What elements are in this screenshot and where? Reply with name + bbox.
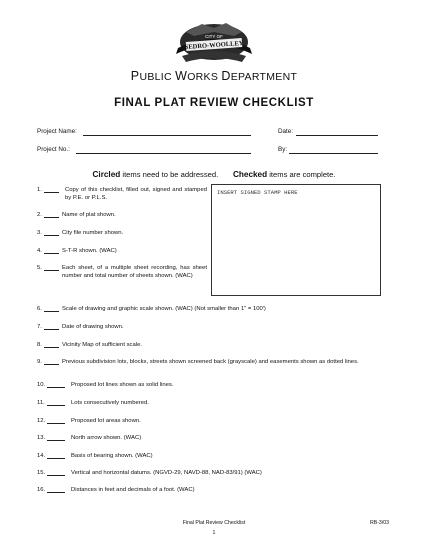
checklist-item-text: Date of drawing shown. (62, 324, 124, 330)
checklist-item-number: 8. (37, 342, 42, 348)
department-heading (0, 69, 428, 83)
stamp-placeholder: INSERT SIGNED STAMP HERE (217, 189, 298, 196)
checklist-item-text: Name of plat shown. (62, 212, 116, 218)
checklist-item-text: Proposed lot areas shown. (71, 418, 141, 424)
checklist-checkbox-blank[interactable] (44, 229, 59, 236)
dept-initial-d: D (221, 69, 231, 83)
checklist-item-text: Each sheet, of a multiple sheet recording, has sheet number and total number of sheets shown. (WAC) (62, 265, 207, 280)
footer-title: Final Plat Review Checklist (182, 520, 246, 526)
dept-rest-ublic: UBLIC (139, 71, 176, 83)
page-title: FINAL PLAT REVIEW CHECKLIST (114, 97, 314, 109)
checklist-item-text: Scale of drawing and graphic scale shown. (WAC) (Not smaller than 1" = 100') (62, 306, 266, 312)
checklist-checkbox-blank[interactable] (47, 399, 65, 406)
checklist-checkbox-blank[interactable] (47, 381, 65, 388)
dept-initial-w: W (175, 69, 188, 83)
logo-text-main: SEDRO-WOOLLEY (184, 39, 244, 52)
checklist-checkbox-blank[interactable] (44, 211, 59, 218)
checklist-item-text: City file number shown. (62, 230, 124, 236)
by-field[interactable] (289, 146, 378, 154)
checklist-checkbox-blank[interactable] (47, 486, 65, 493)
checklist-item-number: 4. (37, 248, 42, 254)
dept-rest-orks: ORKS (187, 71, 222, 83)
logo-text-top: CITY OF (205, 34, 223, 39)
checklist-item-number: 10. (37, 382, 46, 388)
project-no-label: Project No.: (37, 146, 70, 153)
checklist-item-text: North arrow shown. (WAC) (71, 435, 142, 441)
checklist-checkbox-blank[interactable] (44, 186, 59, 193)
checklist-item-text: S-T-R shown. (WAC) (62, 248, 117, 254)
checklist-item-number: 12. (37, 418, 46, 424)
checklist-item-number: 2. (37, 212, 42, 218)
checklist-item-text: Copy of this checklist, filled out, signed and stamped by P.E. or P.L.S. (65, 187, 207, 202)
checklist-item-number: 13. (37, 435, 46, 441)
footer-page-number: 1 (212, 530, 216, 536)
checklist-item-number: 3. (37, 230, 42, 236)
checklist-item-text: Previous subdivision lots, blocks, streets shown screened back (grayscale) and easements shown as dotted lines. (62, 359, 359, 365)
checklist-item-text: Vicinity Map of sufficient scale. (62, 342, 142, 348)
checklist-item-number: 14. (37, 453, 46, 459)
checklist-item-number: 1. (37, 187, 42, 193)
dept-initial-p: P (130, 69, 140, 83)
checklist-item-number: 9. (37, 359, 42, 365)
city-logo (172, 18, 256, 68)
checklist-item-number: 15. (37, 470, 46, 476)
checklist-item-number: 16. (37, 487, 46, 493)
checklist-item-number: 7. (37, 324, 42, 330)
project-no-field[interactable] (76, 146, 251, 154)
checklist-checkbox-blank[interactable] (47, 417, 65, 424)
checklist-checkbox-blank[interactable] (44, 323, 59, 330)
checklist-item-text: Distances in feet and decimals of a foot. (WAC) (71, 487, 195, 493)
checklist-item-number: 5. (37, 265, 42, 271)
date-field[interactable] (296, 128, 378, 136)
checklist-item-number: 6. (37, 306, 42, 312)
legend-circled: Circled (92, 170, 121, 179)
footer-revision: RB-3/03 (370, 520, 390, 526)
legend-checked-text: items are complete. (267, 170, 336, 179)
checklist-checkbox-blank[interactable] (47, 469, 65, 476)
legend-line (0, 170, 428, 179)
checklist-checkbox-blank[interactable] (47, 452, 65, 459)
checklist-item-text: Lots consecutively numbered. (71, 400, 149, 406)
checklist-checkbox-blank[interactable] (44, 264, 59, 271)
project-name-field[interactable] (83, 128, 251, 136)
checklist-checkbox-blank[interactable] (44, 358, 59, 365)
checklist-checkbox-blank[interactable] (44, 305, 59, 312)
checklist-item-text: Basis of bearing shown. (WAC) (71, 453, 153, 459)
checklist-item-number: 11. (37, 400, 45, 406)
checklist-checkbox-blank[interactable] (44, 341, 59, 348)
checklist-checkbox-blank[interactable] (44, 247, 59, 254)
stamp-box (211, 184, 381, 296)
legend-circled-text: items need to be addressed. (120, 170, 219, 179)
date-label: Date: (278, 128, 294, 135)
checklist-item-text: Vertical and horizontal datums. (NGVD-29, NAVD-88, NAD-83/91) (WAC) (71, 470, 262, 476)
by-label: By: (278, 146, 288, 153)
dept-rest-epartment: EPARTMENT (230, 71, 298, 83)
checklist-item-text: Proposed lot lines shown as solid lines. (71, 382, 174, 388)
project-name-label: Project Name: (37, 128, 77, 135)
legend-checked: Checked (232, 170, 268, 179)
checklist-checkbox-blank[interactable] (47, 434, 65, 441)
